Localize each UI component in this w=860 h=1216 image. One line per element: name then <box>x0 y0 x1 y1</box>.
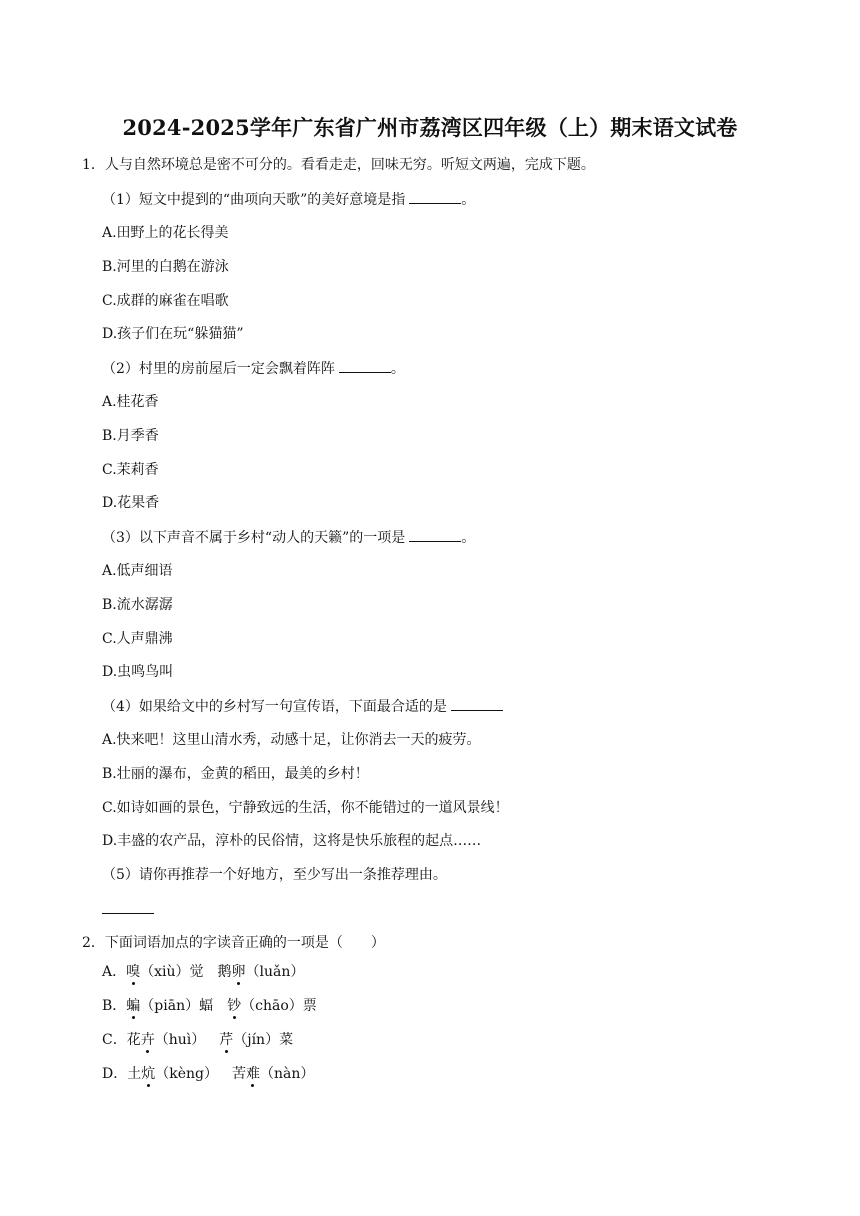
option-1-4-a: A.快来吧！这里山清水秀，动感十足，让你消去一天的疲劳。 <box>102 732 481 748</box>
option-1-3-c: C.人声鼎沸 <box>102 631 173 647</box>
pinyin: （nàn） <box>259 1066 315 1082</box>
char: 土 <box>127 1066 142 1082</box>
option-2-a <box>102 963 304 981</box>
pinyin: （kèng） <box>155 1066 218 1082</box>
option-label: D． <box>102 1066 128 1082</box>
option-2-c <box>102 1031 293 1049</box>
option-1-2-a: A.桂花香 <box>102 394 159 410</box>
option-1-2-c: C.茉莉香 <box>102 462 159 478</box>
sub-1-end: 。 <box>461 192 476 208</box>
option-1-4-b: B.壮丽的瀑布，金黄的稻田，最美的乡村！ <box>102 766 369 782</box>
char: 苦 <box>231 1066 246 1082</box>
pinyin: （huì） <box>154 1032 206 1048</box>
sub-3-end: 。 <box>461 530 476 546</box>
option-label: A． <box>102 964 127 980</box>
dotted-char: 钞 <box>227 998 242 1014</box>
dotted-char: 嗅 <box>126 964 141 980</box>
answer-blank <box>409 528 461 542</box>
option-1-3-d: D.虫鸣鸟叫 <box>102 664 174 680</box>
char: 蝠 <box>199 998 214 1014</box>
answer-blank <box>451 697 503 711</box>
option-1-3-a: A.低声细语 <box>102 563 173 579</box>
question-1-sub-1 <box>102 190 475 209</box>
option-1-4-c: C.如诗如画的景色，宁静致远的生活，你不能错过的一道风景线！ <box>102 800 509 816</box>
pinyin: （piān） <box>140 998 200 1014</box>
sub-4-text: （4）如果给文中的乡村写一句宣传语，下面最合适的是 <box>102 699 447 715</box>
option-1-1-d: D.孩子们在玩“躲猫猫” <box>102 326 244 342</box>
pinyin: （luǎn） <box>245 964 305 980</box>
dotted-char: 蝙 <box>126 998 141 1014</box>
sub-2-text: （2）村里的房前屋后一定会飘着阵阵 <box>102 361 335 377</box>
option-1-4-d: D.丰盛的农产品，淳朴的民俗情，这将是快乐旅程的起点…… <box>102 833 482 849</box>
exam-title: 2024-2025学年广东省广州市荔湾区四年级（上）期末语文试卷 <box>122 115 738 140</box>
question-1-sub-2 <box>102 359 405 378</box>
question-1-sub-4 <box>102 697 503 716</box>
char: 菜 <box>279 1032 294 1048</box>
answer-blank <box>409 190 461 204</box>
pinyin: （jín） <box>233 1032 280 1048</box>
char: 鹅 <box>217 964 232 980</box>
option-1-2-b: B.月季香 <box>102 428 159 444</box>
option-2-b <box>102 997 317 1015</box>
pinyin: （xiù） <box>140 964 190 980</box>
question-2-stem: 2．下面词语加点的字读音正确的一项是（ ） <box>82 935 385 951</box>
question-1-sub-3 <box>102 528 475 547</box>
answer-blank-line <box>102 913 154 914</box>
dotted-char: 卉 <box>140 1032 155 1048</box>
option-label: C． <box>102 1032 127 1048</box>
dotted-char: 炕 <box>141 1066 156 1082</box>
sub-1-text: （1）短文中提到的“曲项向天歌”的美好意境是指 <box>102 192 406 208</box>
dotted-char: 芹 <box>219 1032 234 1048</box>
option-1-2-d: D.花果香 <box>102 495 160 511</box>
option-1-3-b: B.流水潺潺 <box>102 597 173 613</box>
char: 票 <box>302 998 317 1014</box>
dotted-char: 卵 <box>231 964 246 980</box>
char: 觉 <box>189 964 204 980</box>
sub-3-text: （3）以下声音不属于乡村“动人的天籁”的一项是 <box>102 530 406 546</box>
option-1-1-a: A.田野上的花长得美 <box>102 225 229 241</box>
dotted-char: 难 <box>245 1066 260 1082</box>
option-1-1-b: B.河里的白鹅在游泳 <box>102 259 229 275</box>
question-1-sub-5: （5）请你再推荐一个好地方，至少写出一条推荐理由。 <box>102 867 447 883</box>
char: 花 <box>126 1032 141 1048</box>
option-2-d <box>102 1065 314 1083</box>
option-1-1-c: C.成群的麻雀在唱歌 <box>102 293 229 309</box>
question-1-stem: 1．人与自然环境总是密不可分的。看看走走，回味无穷。听短文两遍，完成下题。 <box>82 157 595 173</box>
sub-2-end: 。 <box>390 361 405 377</box>
option-label: B． <box>102 998 127 1014</box>
pinyin: （chāo） <box>241 998 303 1014</box>
answer-blank <box>339 359 391 373</box>
